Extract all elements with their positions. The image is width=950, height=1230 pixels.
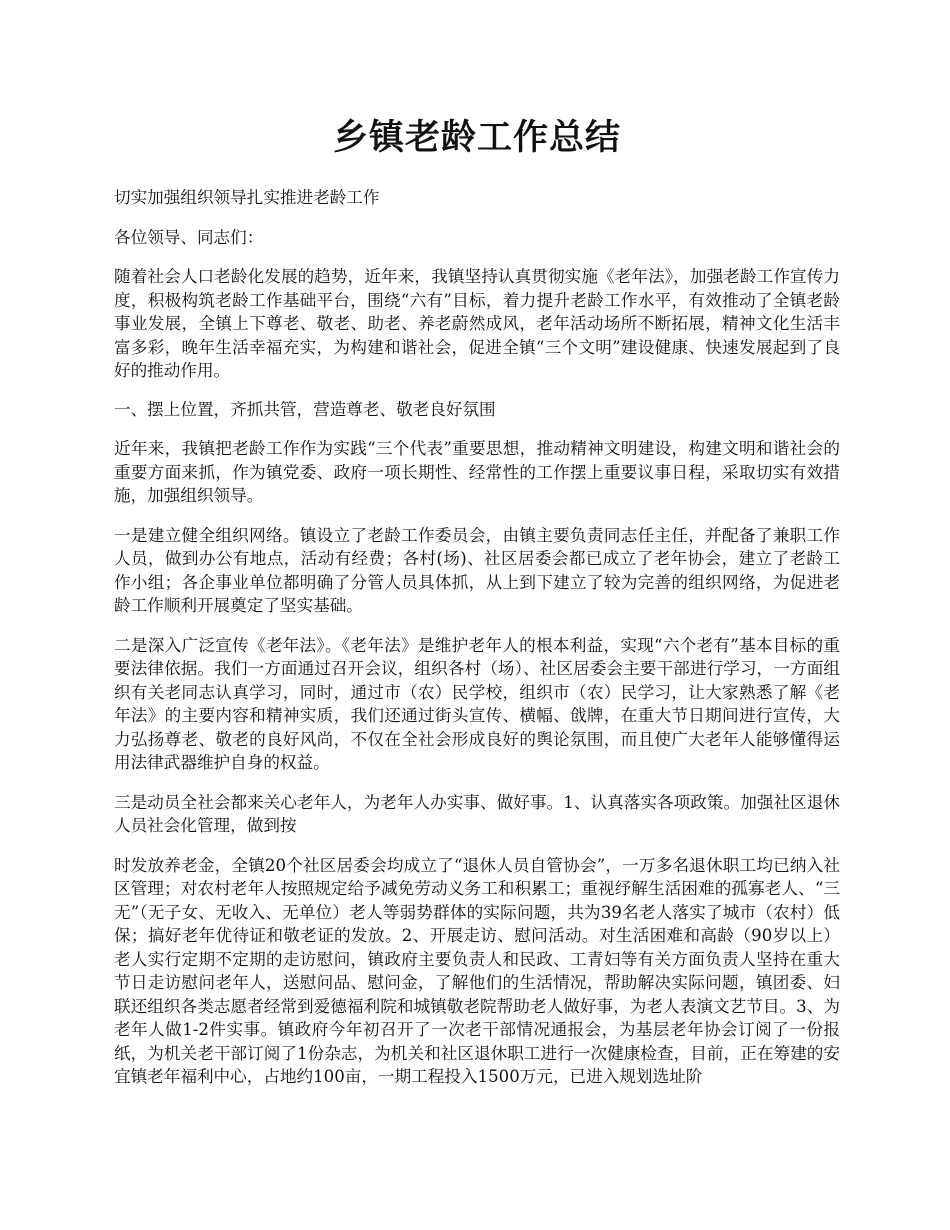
section-intro-paragraph: 近年来，我镇把老龄工作作为实践“三个代表”重要思想，推动精神文明建设，构建文明和谐社会的重要方面来抓，作为镇党委、政府一项长期性、经常性的工作摆上重要议事日程，采取切实有效措施，加强组织领导。 [114, 439, 840, 505]
point-three-paragraph: 三是动员全社会都来关心老年人，为老年人办实事、做好事。1、认真落实各项政策。加强社区退休人员社会化管理，做到按 [114, 792, 840, 835]
point-three-continued-paragraph: 时发放养老金，全镇20个社区居委会均成立了“退休人员自管协会”，一万多名退休职工均已纳入社区管理；对农村老年人按照规定给予减免劳动义务工和积累工；重视纾解生活困难的孤寡老人、“三无”（无子女、无收入、无单位）老人等弱势群体的实际问题，共为39名老人落实了城市（农村）低保；搞好老年优待证和敬老证的发放。2、开展走访、慰问活动。对生活困难和高龄（90岁以上）老人实行定期不定期的走访慰问，镇政府主要负责人和民政、工青妇等有关方面负责人坚持在重大节日走访慰问老年人，送慰问品、慰问金，了解他们的生活情况，帮助解决实际问题，镇团委、妇联还组织各类志愿者经常到爱德福利院和城镇敬老院帮助老人做好事，为老人表演文艺节目。3、为老年人做1-2件实事。镇政府今年初召开了一次老干部情况通报会，为基层老年协会订阅了一份报纸，为机关老干部订阅了1份杂志，为机关和社区退休职工进行一次健康检查，目前，正在筹建的安宜镇老年福利中心，占地约100亩，一期工程投入1500万元，已进入规划选址阶 [114, 855, 840, 1086]
point-two-paragraph: 二是深入广泛宣传《老年法》。《老年法》是维护老年人的根本利益，实现“六个老有”基本目标的重要法律依据。我们一方面通过召开会议，组织各村（场）、社区居委会主要干部进行学习，一方面组织有关老同志认真学习，同时，通过市（农）民学校，组织市（农）民学习，让大家熟悉了解《老年法》的主要内容和精神实质，我们还通过街头宣传、横幅、戗牌，在重大节日期间进行宣传，大力弘扬尊老、敬老的良好风尚，不仅在全社会形成良好的舆论氛围，而且使广大老年人能够懂得运用法律武器维护自身的权益。 [114, 635, 840, 772]
document-subtitle: 切实加强组织领导扎实推进老龄工作 [114, 188, 380, 207]
greeting: 各位领导、同志们： [114, 227, 264, 247]
point-one-paragraph: 一是建立健全组织网络。镇设立了老龄工作委员会，由镇主要负责同志任主任，并配备了兼职工作人员，做到办公有地点，活动有经费；各村(场)、社区居委会都已成立了老年协会，建立了老龄工作小组；各企事业单位都明确了分管人员具体抓，从上到下建立了较为完善的组织网络，为促进老龄工作顺利开展奠定了坚实基础。 [114, 525, 840, 615]
intro-paragraph: 随着社会人口老龄化发展的趋势，近年来，我镇坚持认真贯彻实施《老年法》，加强老龄工作宣传力度，积极构筑老龄工作基础平台，围绕“六有”目标，着力提升老龄工作水平，有效推动了全镇老龄事业发展，全镇上下尊老、敬老、助老、养老蔚然成风，老年活动场所不断拓展，精神文化生活丰富多彩，晚年生活幸福充实，为构建和谐社会，促进全镇“三个文明”建设健康、快速发展起到了良好的推动作用。 [114, 267, 840, 380]
document-title: 乡镇老龄工作总结 [332, 117, 621, 158]
section-heading: 一、摆上位置，齐抓共管，营造尊老、敬老良好氛围 [114, 399, 496, 419]
